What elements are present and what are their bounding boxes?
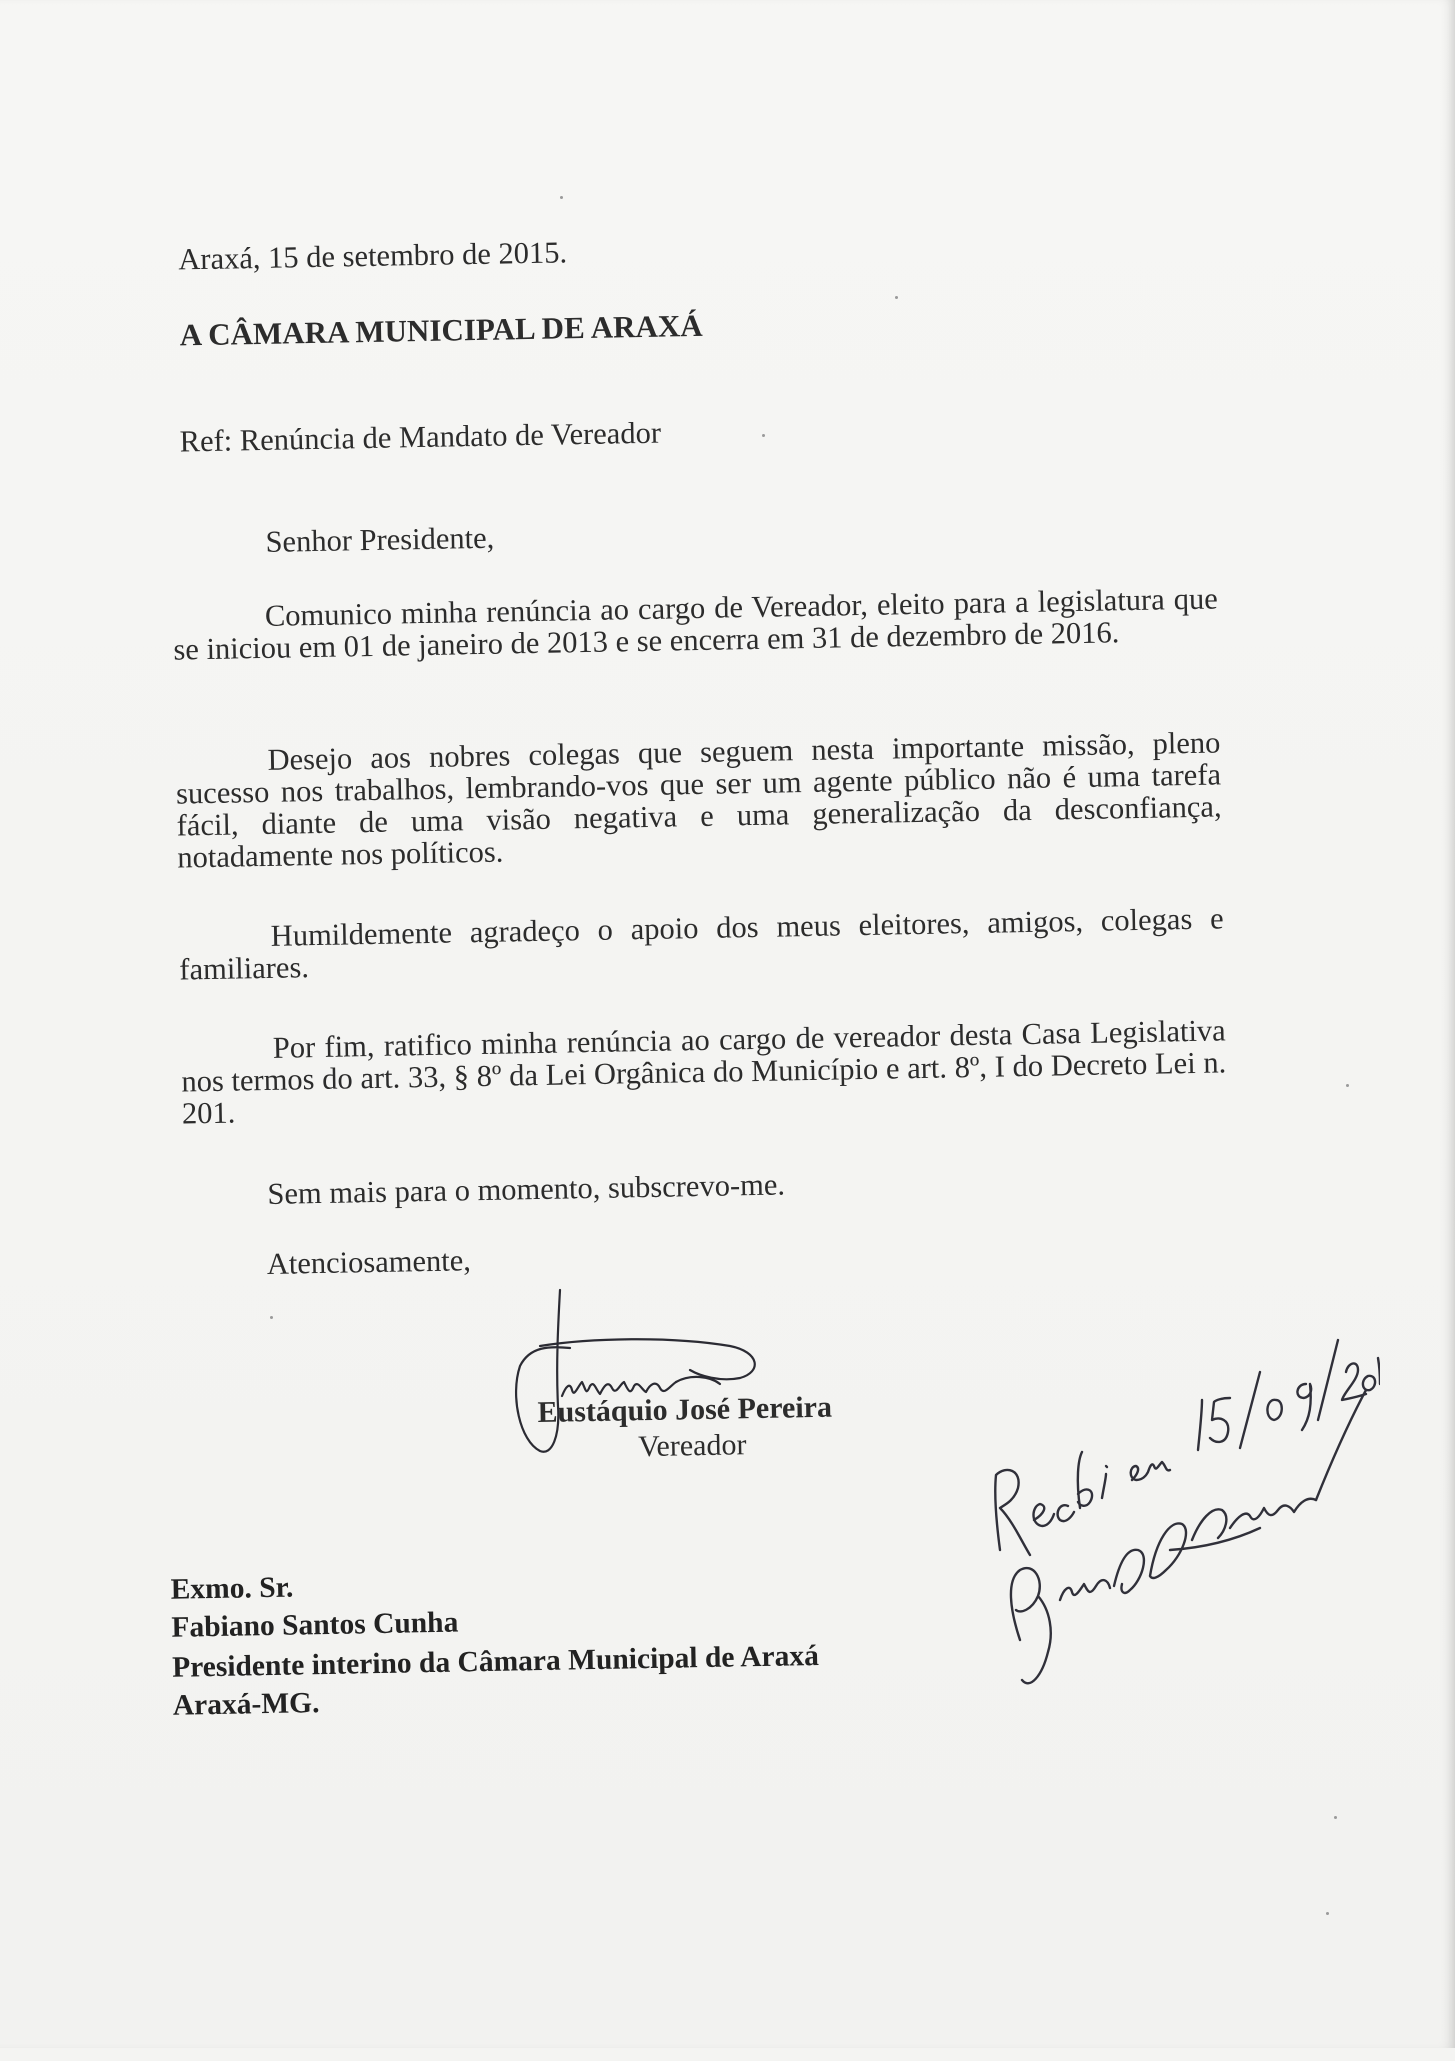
scan-speck	[560, 196, 563, 199]
sign-off: Atenciosamente,	[266, 1243, 472, 1281]
recipient-header: A CÂMARA MUNICIPAL DE ARAXÁ	[179, 307, 703, 353]
salutation: Senhor Presidente,	[265, 520, 495, 559]
handwritten-signature	[500, 1286, 780, 1466]
paragraph: Por fim, ratifico minha renúncia ao cargo de vereador desta Casa Legislativa nos termos do art. 33, § 8º da Lei Orgânica do Município e art. 8º, I do Decreto Lei n. 201.	[181, 1013, 1227, 1131]
signer-role: Vereador	[637, 1428, 747, 1464]
date-line: Araxá, 15 de setembro de 2015.	[178, 235, 568, 277]
scan-speck	[1326, 1912, 1329, 1915]
addressee-position: Presidente interino da Câmara Municipal de Araxá	[171, 1639, 820, 1684]
scan-speck	[895, 296, 898, 299]
paragraph: Humildemente agradeço o apoio dos meus eleitores, amigos, colegas e familiares.	[179, 901, 1224, 987]
scan-speck	[762, 434, 765, 437]
scan-speck	[1334, 1816, 1337, 1819]
handwritten-receipt-note	[960, 1280, 1380, 1720]
paragraph: Comunico minha renúncia ao cargo de Vereador, eleito para a legislatura que se iniciou em 01 de janeiro de 2013 e se encerra em 31 de dezembro de 2016.	[173, 581, 1219, 667]
addressee-city: Araxá-MG.	[172, 1687, 320, 1722]
scan-speck	[270, 1316, 273, 1319]
closing-line: Sem mais para o momento, subscrevo-me.	[267, 1167, 786, 1211]
signer-name: Eustáquio José Pereira	[537, 1390, 833, 1430]
addressee-title: Exmo. Sr.	[170, 1571, 294, 1606]
paragraph: Desejo aos nobres colegas que seguem nesta importante missão, pleno sucesso nos trabalhos, lembrando-vos que ser um agente público não é uma tarefa fácil, diante de uma visão negativa e uma generalização da desconfiança, notadamente nos políticos.	[175, 725, 1222, 875]
addressee-name: Fabiano Santos Cunha	[171, 1606, 459, 1644]
scan-speck	[1346, 1084, 1349, 1087]
reference-line: Ref: Renúncia de Mandato de Vereador	[179, 415, 662, 459]
